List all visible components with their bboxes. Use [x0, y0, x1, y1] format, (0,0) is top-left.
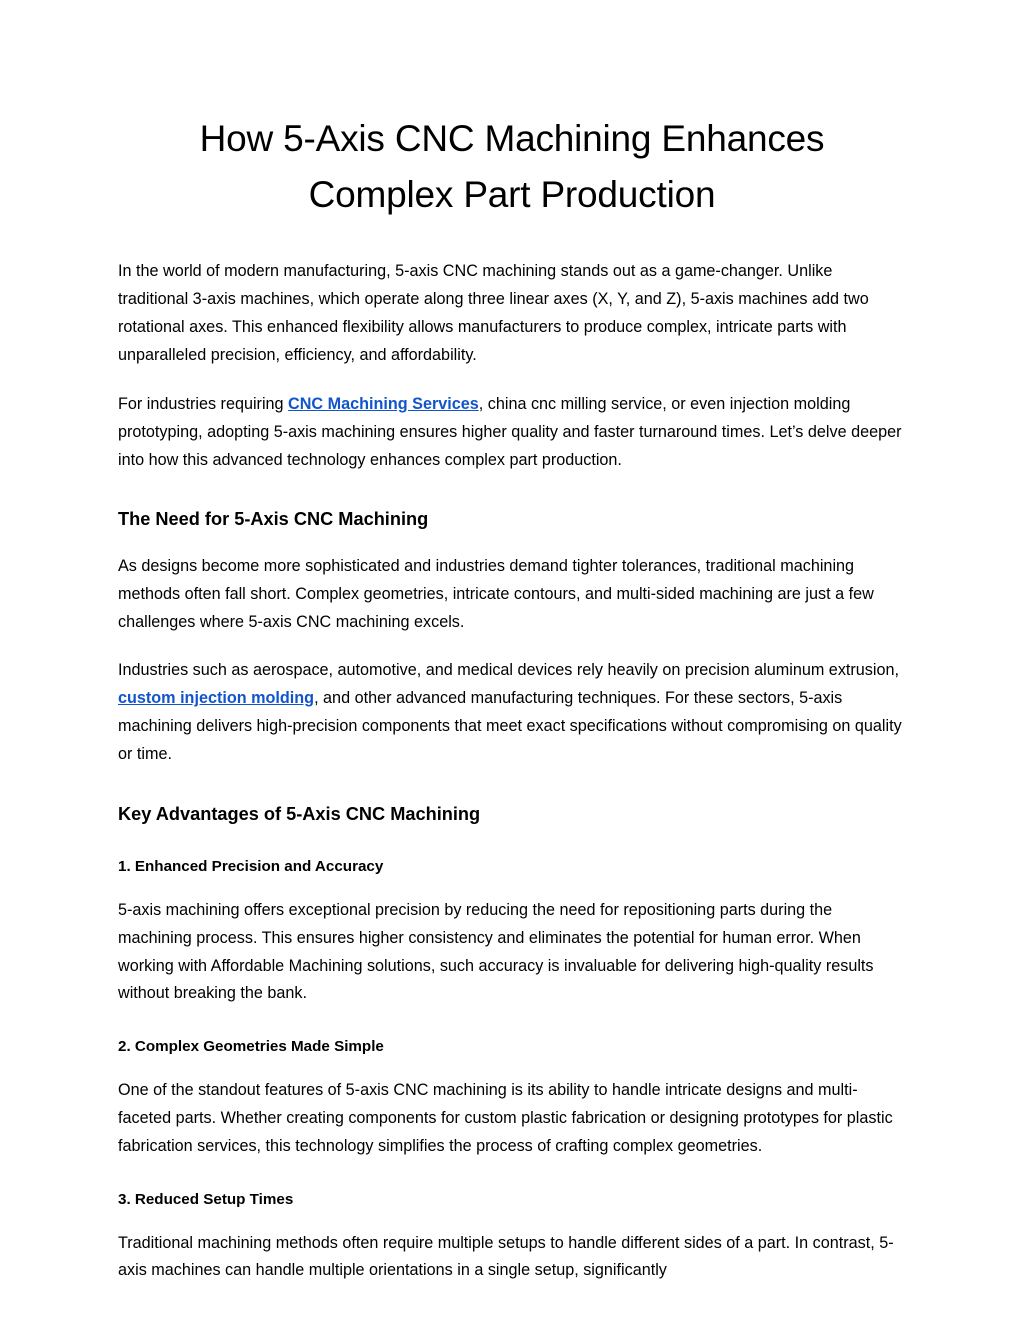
document-body	[118, 0, 906, 1285]
subheading-complex-geometries: 2. Complex Geometries Made Simple	[118, 1038, 384, 1056]
page-title-line-2: Complex Part Production	[308, 174, 716, 216]
intro-paragraph-2-text-before: For industries requiring	[118, 394, 289, 413]
need-paragraph-2-text-before: Industries such as aerospace, automotive, and medical devices rely heavily on precision aluminum extrusion,	[118, 661, 899, 680]
need-paragraph-2-text-after: , and other advanced manufacturing techniques. For these sectors, 5-axis machining delivers high-precision components that meet exact specifications without compromising on quality or time.	[118, 689, 902, 763]
need-paragraph-2	[118, 657, 906, 768]
intro-paragraph-1: In the world of modern manufacturing, 5-axis CNC machining stands out as a game-changer. Unlike traditional 3-axis machines, which operate along three linear axes (X, Y, and Z), 5-axis machines add two rotational axes. This enhanced flexibility allows manufacturers to produce complex, intricate parts with unparalleled precision, efficiency, and affordability.	[118, 262, 869, 365]
heading-key-advantages: Key Advantages of 5-Axis CNC Machining	[118, 803, 481, 824]
subheading-enhanced-precision: 1. Enhanced Precision and Accuracy	[118, 858, 384, 876]
advantage-paragraph-3: Traditional machining methods often require multiple setups to handle different sides of a part. In contrast, 5-axis machines can handle multiple orientations in a single setup, significantly	[118, 1233, 894, 1280]
page-title-line-1: How 5-Axis CNC Machining Enhances	[199, 118, 825, 159]
link-cnc-machining-services[interactable]: CNC Machining Services	[288, 394, 479, 413]
advantage-paragraph-1: 5-axis machining offers exceptional precision by reducing the need for repositioning parts during the machining process. This ensures higher consistency and eliminates the potential for human error. When working with Affordable Machining solutions, such accuracy is invaluable for delivering high-quality results without breaking the bank.	[118, 900, 874, 1003]
link-custom-injection-molding[interactable]: custom injection molding	[118, 689, 315, 708]
heading-need-for-5-axis: The Need for 5-Axis CNC Machining	[118, 509, 429, 530]
subheading-reduced-setup-times: 3. Reduced Setup Times	[118, 1190, 294, 1208]
intro-paragraph-2	[118, 391, 906, 475]
need-paragraph-1: As designs become more sophisticated and industries demand tighter tolerances, traditional machining methods often fall short. Complex geometries, intricate contours, and multi-sided machining are just a few challenges where 5-axis CNC machining excels.	[118, 556, 874, 631]
intro-paragraph-2-text-after: , china cnc milling service, or even injection molding prototyping, adopting 5-axis machining ensures higher quality and faster turnaround times. Let’s delve deeper into how this advanced technology enhances complex part production.	[118, 394, 902, 469]
page-title	[118, 0, 906, 223]
advantage-paragraph-2: One of the standout features of 5-axis CNC machining is its ability to handle intricate designs and multi-faceted parts. Whether creating components for custom plastic fabrication or designing prototypes for plastic fabrication services, this technology simplifies the process of crafting complex geometries.	[118, 1081, 893, 1155]
